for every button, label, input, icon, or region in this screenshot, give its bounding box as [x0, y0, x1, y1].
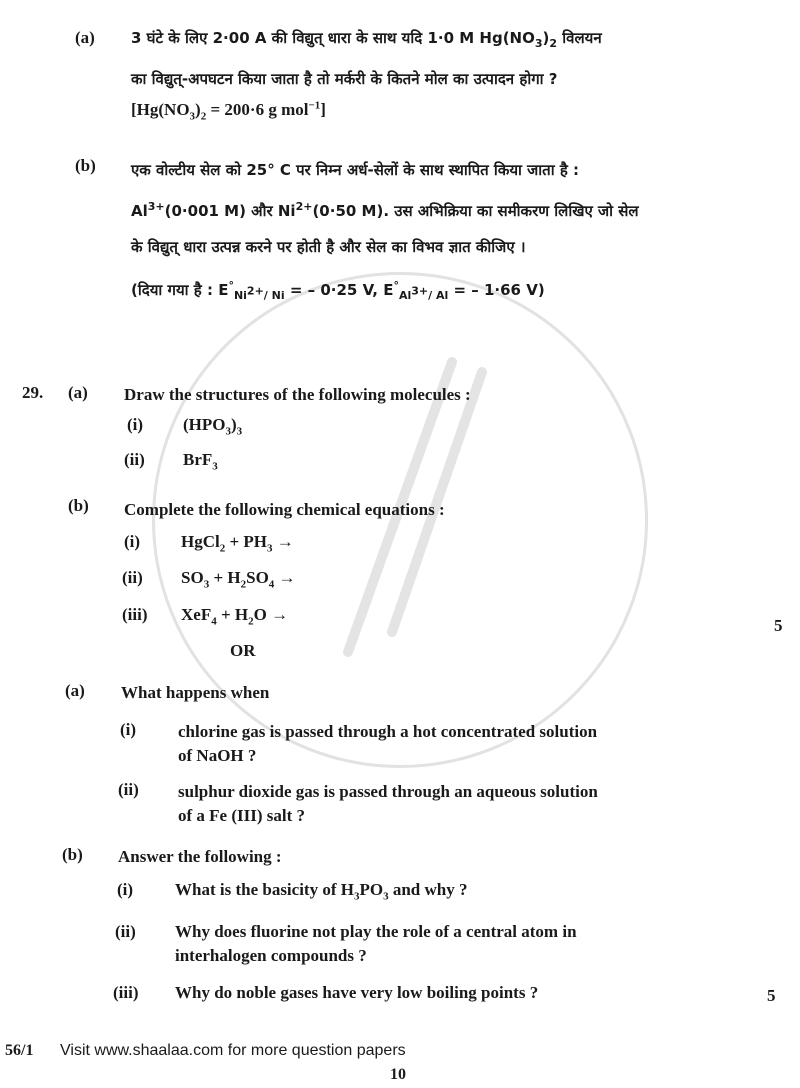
q29-b-i-label: (i) [124, 532, 141, 551]
q29-alt-b-iii-label: (iii) [113, 983, 139, 1002]
q29-b-ii-label: (ii) [122, 568, 143, 587]
q29-a-label: (a) [68, 383, 88, 402]
q29-a-text: Draw the structures of the following molecules : [124, 385, 471, 404]
q29-b-i-eq: HgCl$_2$ + $PH_3$ → [181, 532, 294, 555]
q28-b-line2: $Al^{3+}(0\cdot 001$ M) और $Ni^{2+}(0\cdot 50$ M). उस अभिक्रिया का समीकरण लिखिए जो सेल [131, 200, 639, 220]
q29-alt-b-iii-text: Why do noble gases have very low boiling points ? [175, 983, 539, 1002]
q29-alt-a-ii-line1: sulphur dioxide gas is passed through an aqueous solution [178, 782, 598, 801]
or-separator: OR [230, 641, 256, 660]
q29-a-i-label: (i) [127, 415, 144, 434]
q28-b-line1: एक वोल्टीय सेल को 25° C पर निम्न अर्ध-सेलों के साथ स्थापित किया जाता है : [131, 161, 580, 179]
q29-b-iii-label: (iii) [122, 605, 148, 624]
q29-alt-b-ii-line1: Why does fluorine not play the role of a central atom in [175, 922, 577, 941]
q29-alt-a-i-line1: chlorine gas is passed through a hot concentrated solution [178, 722, 598, 741]
marks: 5 [767, 986, 776, 1005]
q29-number: 29. [22, 383, 44, 402]
q29-b-iii-eq: $XeF_4 + H_2O$ → [181, 605, 289, 628]
q29-a-i-text: $(HPO_3)_3$ [183, 415, 243, 438]
q29-alt-a-i-line2: of NaOH ? [178, 746, 257, 765]
paper-code: 56/1 [5, 1042, 34, 1059]
visit-link[interactable]: Visit www.shaalaa.com for more question papers [60, 1042, 406, 1059]
q28-a-line2: का विद्युत्-अपघटन किया जाता है तो मर्करी के कितने मोल का उत्पादन होगा ? [131, 70, 558, 88]
q29-alt-a-ii-line2: of a Fe (III) salt ? [178, 806, 306, 825]
q29-a-ii-text: BrF$_3$ [183, 450, 218, 473]
q29-alt-b-i-text: What is the basicity of $H_3PO_3$ and why ? [175, 880, 468, 903]
q29-alt-b-label: (b) [62, 845, 83, 864]
q28-a-line3: [$Hg(NO_3)_2 = 200\cdot 6$ g mol$^{-1}$] [131, 99, 326, 123]
q28-a-line1: 3 घंटे के लिए 2·00 A की विद्युत् धारा के साथ यदि 1·0 M $Hg(NO_3)_2$ विलयन [131, 29, 602, 50]
q29-b-label: (b) [68, 496, 89, 515]
q29-alt-a-i-label: (i) [120, 720, 137, 739]
q29-alt-b-ii-label: (ii) [115, 922, 136, 941]
q29-a-ii-label: (ii) [124, 450, 145, 469]
q28-a-label: (a) [75, 28, 95, 47]
q29-alt-b-i-label: (i) [117, 880, 134, 899]
q29-alt-b-text: Answer the following : [118, 847, 282, 866]
q29-alt-a-label: (a) [65, 681, 85, 700]
q29-alt-a-ii-label: (ii) [118, 780, 139, 799]
q28-b-given: (दिया गया है : $E^\circ_{Ni^{2+}/ Ni}$ = – 0·25 V, $E^\circ_{Al^{3+}/ Al}$ = – 1·66 V) [131, 279, 545, 302]
page-number: 10 [390, 1066, 406, 1083]
q29-b-text: Complete the following chemical equations : [124, 500, 445, 519]
q28-b-line3: के विद्युत् धारा उत्पन्न करने पर होती है और सेल का विभव ज्ञात कीजिए । [131, 238, 526, 256]
q28-b-label: (b) [75, 156, 96, 175]
q29-b-ii-eq: $SO_3 + H_2SO_4$ → [181, 568, 296, 591]
marks: 5 [774, 616, 783, 635]
q29-alt-b-ii-line2: interhalogen compounds ? [175, 946, 367, 965]
q29-alt-a-text: What happens when [121, 683, 270, 702]
